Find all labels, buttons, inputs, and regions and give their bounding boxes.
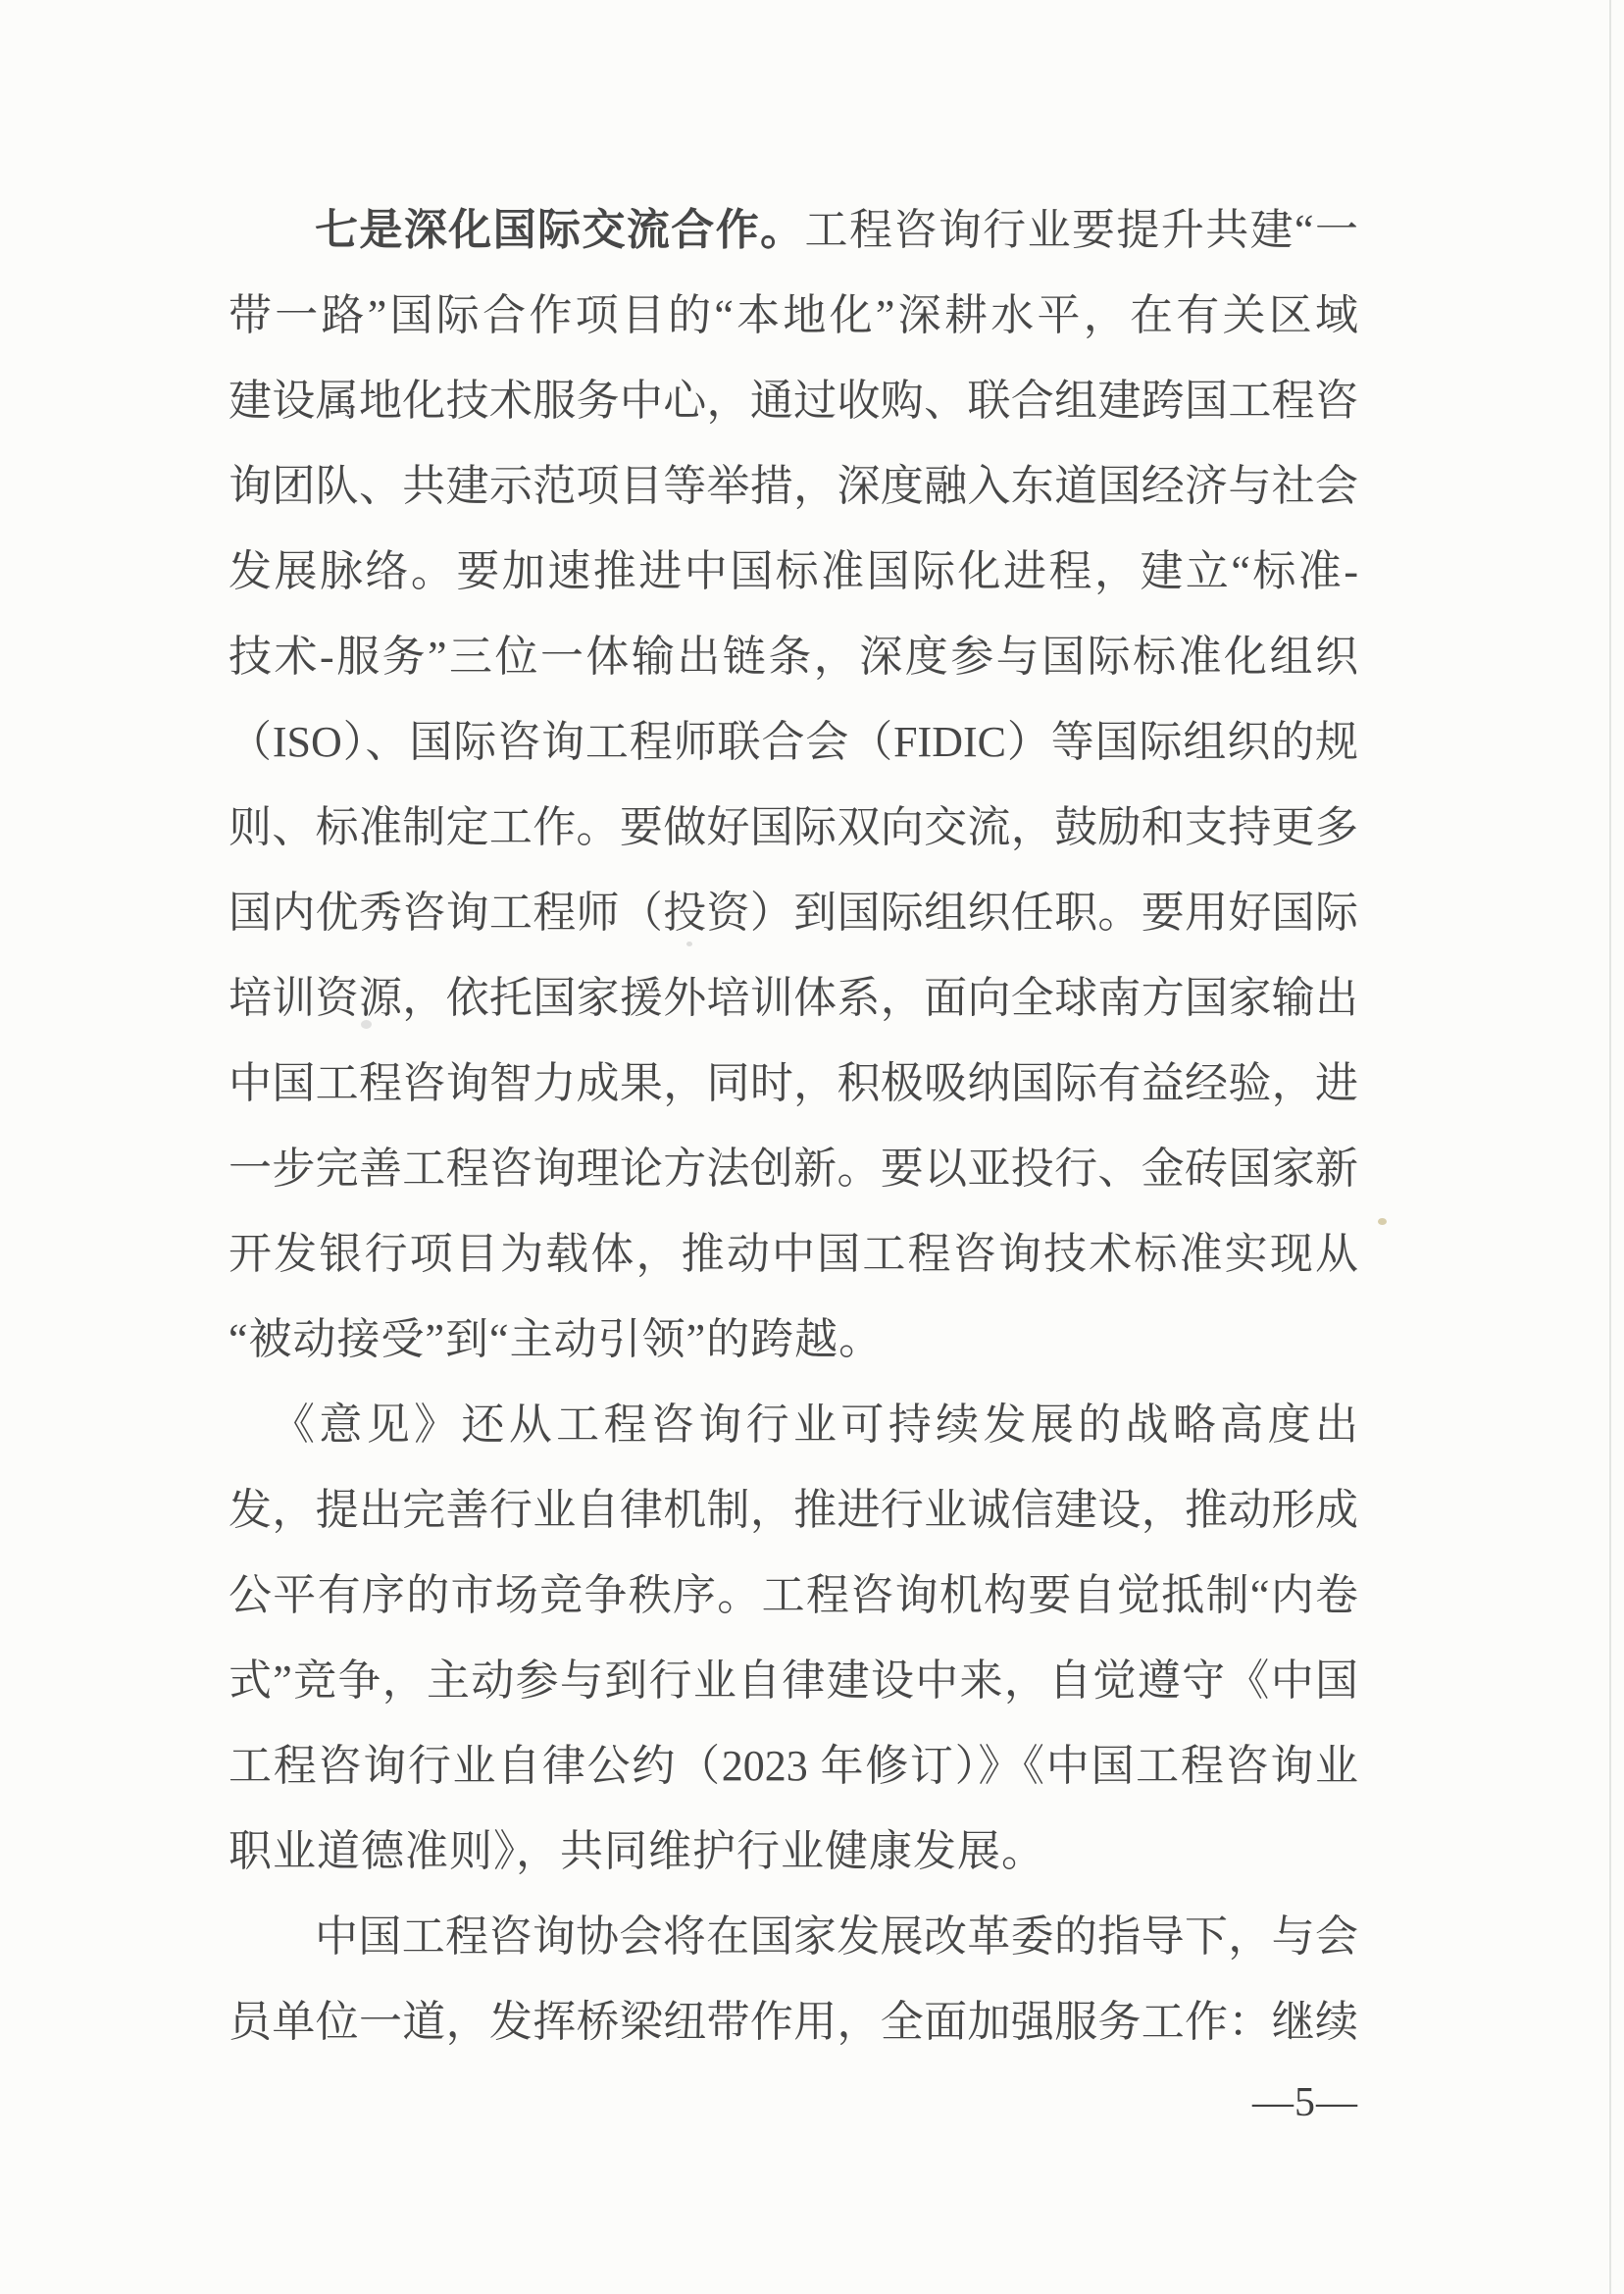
- text-line: 询团队、共建示范项目等举措，深度融入东道国经济与社会: [228, 462, 1358, 510]
- paragraph-lead-bold: 七是深化国际交流合作。: [315, 206, 805, 254]
- text-line: 建设属地化技术服务中心，通过收购、联合组建跨国工程咨: [228, 377, 1358, 425]
- scan-speck: [1378, 1218, 1387, 1225]
- text-line: 式”竞争，主动参与到行业自律建设中来，自觉遵守《中国: [228, 1657, 1358, 1705]
- scan-speck: [686, 942, 692, 946]
- text-line: 一步完善工程咨询理论方法创新。要以亚投行、金砖国家新: [228, 1145, 1358, 1193]
- text-line: 国内优秀咨询工程师（投资）到国际组织任职。要用好国际: [228, 889, 1358, 937]
- text-line: 公平有序的市场竞争秩序。工程咨询机构要自觉抵制“内卷: [228, 1571, 1358, 1619]
- text-line: 开发银行项目为载体，推动中国工程咨询技术标准实现从: [228, 1230, 1358, 1278]
- paragraph-lead-rest: 工程咨询行业要提升共建“一: [804, 206, 1358, 254]
- page-number: —5—: [1252, 2080, 1358, 2125]
- text-line: 则、标准制定工作。要做好国际双向交流，鼓励和支持更多: [228, 803, 1358, 851]
- text-line: 工程咨询行业自律公约（2023 年修订）》《中国工程咨询业: [228, 1742, 1358, 1790]
- text-line-paragraph-end: “被动接受”到“主动引领”的跨越。: [228, 1315, 884, 1363]
- scan-edge-shadow: [1609, 0, 1611, 2294]
- text-line: 中国工程咨询智力成果，同时，积极吸纳国际有益经验，进: [228, 1059, 1358, 1107]
- text-line: 培训资源，依托国家援外培训体系，面向全球南方国家输出: [228, 974, 1358, 1022]
- text-line-paragraph-start: 《意见》还从工程咨询行业可持续发展的战略高度出: [272, 1401, 1358, 1449]
- text-line: 发展脉络。要加速推进中国标准国际化进程，建立“标准-: [228, 547, 1358, 595]
- text-line: 技术-服务”三位一体输出链条，深度参与国际标准化组织: [228, 633, 1358, 681]
- scan-speck: [361, 1020, 372, 1029]
- document-body: [228, 187, 1358, 2065]
- text-line: 员单位一道，发挥桥梁纽带作用，全面加强服务工作：继续: [228, 1998, 1358, 2046]
- text-line: 带一路”国际合作项目的“本地化”深耕水平，在有关区域: [228, 291, 1358, 339]
- text-line-paragraph-start: 中国工程咨询协会将在国家发展改革委的指导下，与会: [315, 1912, 1358, 1961]
- text-line: 发，提出完善行业自律机制，推进行业诚信建设，推动形成: [228, 1486, 1358, 1534]
- text-line-paragraph-end: 职业道德准则》，共同维护行业健康发展。: [228, 1827, 1045, 1875]
- text-line: （ISO）、国际咨询工程师联合会（FIDIC）等国际组织的规: [228, 718, 1358, 766]
- text-line: [228, 187, 1358, 273]
